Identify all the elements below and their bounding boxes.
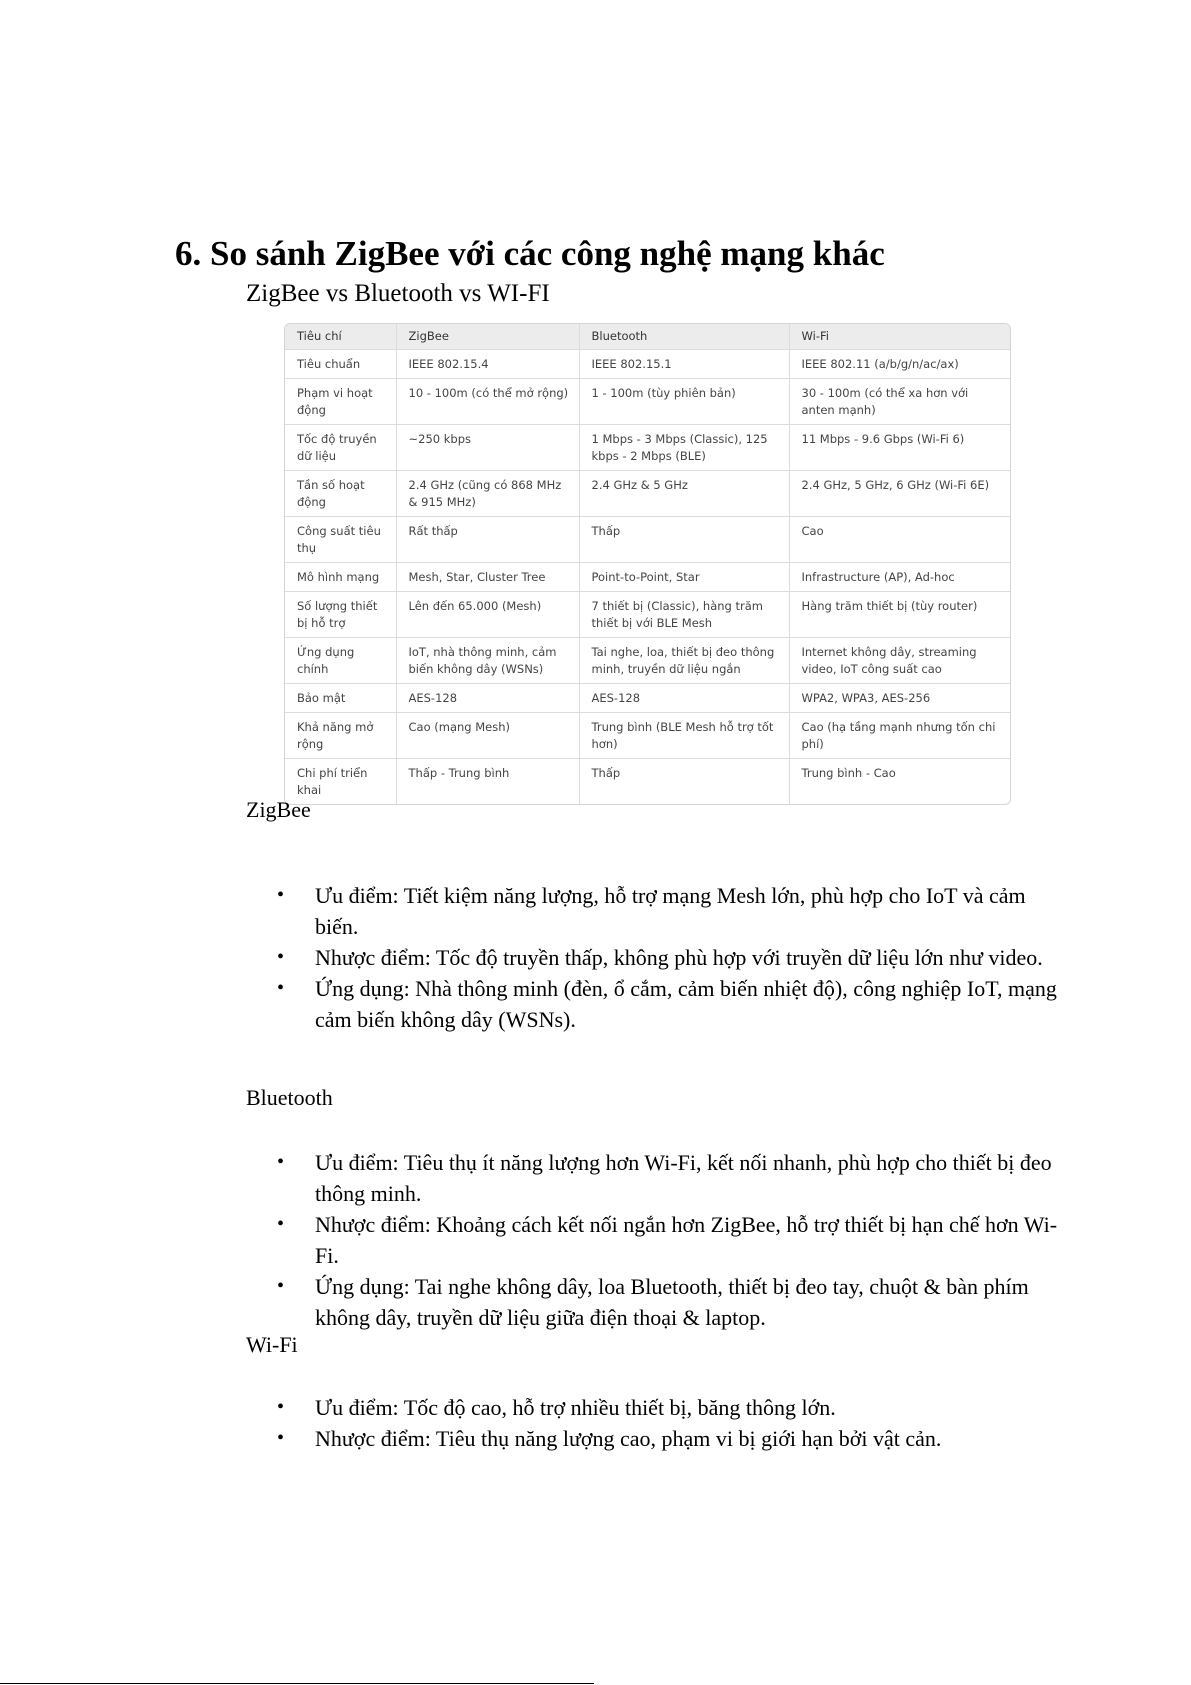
list-item bbox=[246, 942, 1066, 973]
table-cell: IoT, nhà thông minh, cảm biến không dây (WSNs) bbox=[396, 638, 579, 684]
bullet-icon: • bbox=[277, 1396, 285, 1418]
row-criterion-cell: Tốc độ truyền dữ liệu bbox=[285, 425, 396, 471]
table-header-row bbox=[285, 324, 1010, 350]
row-criterion-cell: Khả năng mở rộng bbox=[285, 713, 396, 759]
list-item bbox=[246, 1147, 1066, 1209]
list-item bbox=[246, 1209, 1066, 1271]
column-header: Tiêu chí bbox=[285, 324, 396, 350]
bullet-list-zigbee bbox=[246, 880, 1066, 1035]
table-row bbox=[285, 517, 1010, 563]
list-item bbox=[246, 1423, 1066, 1454]
table-cell: Infrastructure (AP), Ad-hoc bbox=[789, 563, 1010, 592]
bullet-list-wifi bbox=[246, 1392, 1066, 1454]
table-cell: WPA2, WPA3, AES-256 bbox=[789, 684, 1010, 713]
table-row bbox=[285, 684, 1010, 713]
row-criterion-cell: Tiêu chuẩn bbox=[285, 350, 396, 379]
table-cell: 2.4 GHz (cũng có 868 MHz & 915 MHz) bbox=[396, 471, 579, 517]
section-label-wifi: Wi-Fi bbox=[246, 1332, 298, 1357]
table-cell: 30 - 100m (có thể xa hơn với anten mạnh) bbox=[789, 379, 1010, 425]
table-row bbox=[285, 759, 1010, 805]
table-cell: 2.4 GHz & 5 GHz bbox=[579, 471, 789, 517]
table-cell: Point-to-Point, Star bbox=[579, 563, 789, 592]
list-item-text: Ưu điểm: Tiêu thụ ít năng lượng hơn Wi-Fi, kết nối nhanh, phù hợp cho thiết bị đeo thông minh. bbox=[315, 1150, 1052, 1206]
table-row bbox=[285, 563, 1010, 592]
bullet-icon: • bbox=[277, 1427, 285, 1449]
bullet-icon: • bbox=[277, 884, 285, 906]
bullet-icon: • bbox=[277, 1151, 285, 1173]
table-cell: 2.4 GHz, 5 GHz, 6 GHz (Wi-Fi 6E) bbox=[789, 471, 1010, 517]
table-cell: Rất thấp bbox=[396, 517, 579, 563]
bullet-icon: • bbox=[277, 1213, 285, 1235]
row-criterion-cell: Tần số hoạt động bbox=[285, 471, 396, 517]
section-label-zigbee: ZigBee bbox=[246, 797, 311, 822]
column-header: Wi-Fi bbox=[789, 324, 1010, 350]
table-cell: Lên đến 65.000 (Mesh) bbox=[396, 592, 579, 638]
table-cell: Thấp bbox=[579, 759, 789, 805]
list-item-text: Ưu điểm: Tiết kiệm năng lượng, hỗ trợ mạng Mesh lớn, phù hợp cho IoT và cảm biến. bbox=[315, 883, 1026, 939]
table-cell: IEEE 802.15.4 bbox=[396, 350, 579, 379]
row-criterion-cell: Bảo mật bbox=[285, 684, 396, 713]
table-cell: IEEE 802.15.1 bbox=[579, 350, 789, 379]
list-item-text: Nhược điểm: Khoảng cách kết nối ngắn hơn ZigBee, hỗ trợ thiết bị hạn chế hơn Wi-Fi. bbox=[315, 1212, 1058, 1268]
table-cell: 7 thiết bị (Classic), hàng trăm thiết bị với BLE Mesh bbox=[579, 592, 789, 638]
table-cell: ~250 kbps bbox=[396, 425, 579, 471]
table-cell: 11 Mbps - 9.6 Gbps (Wi-Fi 6) bbox=[789, 425, 1010, 471]
table-cell: Internet không dây, streaming video, IoT công suất cao bbox=[789, 638, 1010, 684]
table-cell: Thấp bbox=[579, 517, 789, 563]
table-row bbox=[285, 592, 1010, 638]
bullet-icon: • bbox=[277, 977, 285, 999]
table-row bbox=[285, 425, 1010, 471]
table-cell: Hàng trăm thiết bị (tùy router) bbox=[789, 592, 1010, 638]
list-item-text: Nhược điểm: Tốc độ truyền thấp, không phù hợp với truyền dữ liệu lớn như video. bbox=[315, 945, 1043, 970]
comparison-table bbox=[285, 324, 1010, 804]
table-cell: Cao bbox=[789, 517, 1010, 563]
table-row bbox=[285, 713, 1010, 759]
row-criterion-cell: Phạm vi hoạt động bbox=[285, 379, 396, 425]
bullet-icon: • bbox=[277, 946, 285, 968]
row-criterion-cell: Chi phí triển khai bbox=[285, 759, 396, 805]
list-item-text: Nhược điểm: Tiêu thụ năng lượng cao, phạm vi bị giới hạn bởi vật cản. bbox=[315, 1426, 942, 1451]
table-cell: AES-128 bbox=[396, 684, 579, 713]
table-cell: 10 - 100m (có thể mở rộng) bbox=[396, 379, 579, 425]
table-row bbox=[285, 379, 1010, 425]
table-cell: Thấp - Trung bình bbox=[396, 759, 579, 805]
list-item bbox=[246, 1392, 1066, 1423]
column-header: ZigBee bbox=[396, 324, 579, 350]
row-criterion-cell: Số lượng thiết bị hỗ trợ bbox=[285, 592, 396, 638]
footer-divider bbox=[0, 1683, 594, 1684]
table-row bbox=[285, 471, 1010, 517]
list-item bbox=[246, 1271, 1066, 1333]
table-cell: AES-128 bbox=[579, 684, 789, 713]
list-item bbox=[246, 880, 1066, 942]
section-heading: 6. So sánh ZigBee với các công nghệ mạng khác bbox=[175, 234, 885, 273]
table-cell: Mesh, Star, Cluster Tree bbox=[396, 563, 579, 592]
table-cell: Trung bình (BLE Mesh hỗ trợ tốt hơn) bbox=[579, 713, 789, 759]
table-cell: Cao (hạ tầng mạnh nhưng tốn chi phí) bbox=[789, 713, 1010, 759]
column-header: Bluetooth bbox=[579, 324, 789, 350]
bullet-icon: • bbox=[277, 1275, 285, 1297]
table-cell: Cao (mạng Mesh) bbox=[396, 713, 579, 759]
row-criterion-cell: Công suất tiêu thụ bbox=[285, 517, 396, 563]
list-item-text: Ứng dụng: Tai nghe không dây, loa Bluetooth, thiết bị đeo tay, chuột & bàn phím không dây, truyền dữ liệu giữa điện thoại & laptop. bbox=[315, 1274, 1029, 1330]
row-criterion-cell: Ứng dụng chính bbox=[285, 638, 396, 684]
table-row bbox=[285, 350, 1010, 379]
bullet-list-bluetooth bbox=[246, 1147, 1066, 1333]
table-cell: IEEE 802.11 (a/b/g/n/ac/ax) bbox=[789, 350, 1010, 379]
list-item-text: Ưu điểm: Tốc độ cao, hỗ trợ nhiều thiết bị, băng thông lớn. bbox=[315, 1395, 836, 1420]
list-item-text: Ứng dụng: Nhà thông minh (đèn, ổ cắm, cảm biến nhiệt độ), công nghiệp IoT, mạng cảm biến không dây (WSNs). bbox=[315, 976, 1057, 1032]
row-criterion-cell: Mô hình mạng bbox=[285, 563, 396, 592]
comparison-table-container bbox=[284, 323, 1011, 805]
table-cell: 1 Mbps - 3 Mbps (Classic), 125 kbps - 2 Mbps (BLE) bbox=[579, 425, 789, 471]
list-item bbox=[246, 973, 1066, 1035]
table-row bbox=[285, 638, 1010, 684]
table-cell: Tai nghe, loa, thiết bị đeo thông minh, truyền dữ liệu ngắn bbox=[579, 638, 789, 684]
table-cell: 1 - 100m (tùy phiên bản) bbox=[579, 379, 789, 425]
table-cell: Trung bình - Cao bbox=[801, 766, 896, 780]
section-label-bluetooth: Bluetooth bbox=[246, 1085, 333, 1110]
comparison-subtitle: ZigBee vs Bluetooth vs WI-FI bbox=[246, 280, 550, 307]
